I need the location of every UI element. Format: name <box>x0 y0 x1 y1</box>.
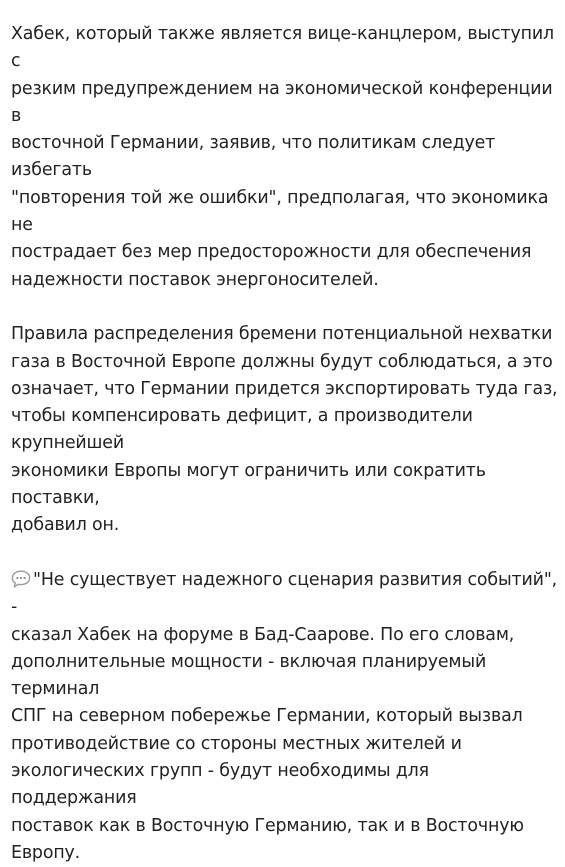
paragraph-3 <box>11 567 559 867</box>
speech-bubble-icon <box>11 569 31 589</box>
paragraph-2: Правила распределения бремени потенциальной нехватки газа в Восточной Европе должны будут соблюдаться, а это означает, что Германии придется экспортировать туда газ, чтобы компенсировать дефицит, а производители крупнейшей экономики Европы могут ограничить или сократить поставки, добавил он. <box>11 324 558 536</box>
article-body <box>11 21 559 867</box>
quote-text: "Не существует надежного сценария развития событий", - сказал Хабек на форуме в Бад-Саарове. По его словам, дополнительные мощности - включая планируемый терминал СПГ на северном побережье Германии, который вызвал противодействие со стороны местных жителей и экологических групп - будут необходимы для поддержания поставок как в Восточную Германию, так и в Восточную Европу. <box>11 569 558 863</box>
paragraph-1: Хабек, который также является вице-канцлером, выступил с резким предупреждением на экономической конференции в восточной Германии, заявив, что политикам следует избегать "повторения той же ошибки", предполагая, что экономика не пострадает без мер предосторожности для обеспечения надежности поставок энергоносителей. <box>11 24 554 290</box>
